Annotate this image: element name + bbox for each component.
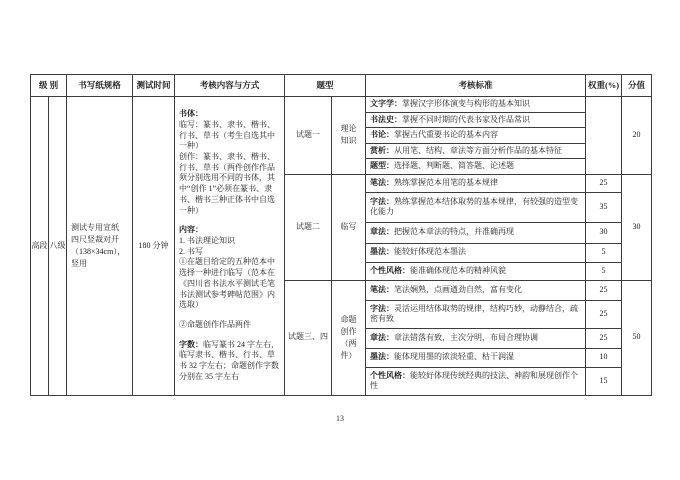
paper-spec-line: 竖用 [71, 258, 88, 268]
standard-text: 把握范本章法的特点，并准确再现 [394, 227, 515, 237]
score-cell-2: 30 [622, 174, 652, 280]
header-weight: 权重(%) [586, 75, 622, 97]
content-chuangzuo: 创作：篆书、隶书、楷书、行书、草书（两件创作作品须分别选用不同的书体，其中“创作 1”必须在篆书、隶书、楷书三种正体书中自选一种） [179, 151, 276, 215]
header-score: 分值 [622, 75, 652, 97]
standard-text: 能体现用墨的浓淡轻重、枯干润湿 [394, 352, 515, 362]
weight-cell: 25 [586, 328, 622, 348]
standard-cell [366, 243, 586, 262]
weight-cell: 5 [586, 262, 622, 280]
question-category-3: 命题创作（两件） [332, 280, 366, 395]
paper-spec-line: 测试专用宣纸 [71, 222, 120, 232]
header-paper: 书写纸规格 [67, 75, 133, 97]
weight-cell: 10 [586, 348, 622, 367]
standard-text: 能较好体现传统经典的技法、神韵和展现创作个性 [370, 370, 579, 391]
weight-cell: 25 [586, 174, 622, 192]
standard-label: 笔法： [370, 177, 395, 187]
standard-text: 掌握古代重要书论的基本内容 [394, 130, 499, 140]
standard-cell [366, 159, 586, 175]
standard-label: 书法史： [370, 114, 403, 124]
standard-text: 章法错落有致，主次分明，布局合理协调 [394, 332, 539, 342]
paper-spec [67, 97, 133, 396]
standard-text: 笔法娴熟，点画遒劲自然，富有变化 [394, 284, 523, 294]
weight-cell: 25 [586, 280, 622, 300]
standard-text: 掌握不同时期的代表书家及作品常识 [402, 114, 531, 124]
standard-label: 章法： [370, 227, 395, 237]
standard-text: 掌握汉字形体演变与构形的基本知识 [402, 99, 531, 108]
content-item1: 1. 书法理论知识 [179, 236, 236, 245]
standard-label: 字法： [370, 196, 395, 206]
page-number: 13 [336, 414, 344, 423]
standard-cell [366, 280, 586, 300]
calligraphy-grading-table [30, 74, 652, 396]
standard-text: 能准确体现范本的精神风貌 [410, 265, 507, 275]
standard-cell [366, 143, 586, 159]
content-linxie: 临写：篆书、隶书、楷书、行书、草书（考生自选其中一种） [179, 119, 276, 151]
question-label-1: 试题一 [285, 97, 332, 175]
standard-cell [366, 128, 586, 144]
standard-label: 笔法： [370, 284, 395, 294]
paper-spec-line: 四尺竖裁对开 [71, 234, 120, 244]
header-level: 级 别 [31, 75, 67, 97]
score-cell-1: 20 [622, 97, 652, 175]
header-question-type: 题型 [285, 75, 366, 97]
paper-spec-line: （138×34cm）， [71, 246, 126, 256]
standard-cell [366, 367, 586, 395]
standard-label: 墨法： [370, 247, 395, 257]
standard-text: 能较好体现范本墨法 [394, 247, 467, 257]
zishu-text: 临写篆书 24 字左右，临写隶书、楷书、行书、草书 32 字左右；命题创作字数分别在 35 字左右 [179, 339, 280, 381]
test-time: 180 分钟 [133, 97, 175, 396]
level-stage: 高段 [31, 97, 49, 396]
content-font-heading: 书体： [179, 109, 204, 119]
standard-label: 个性风格： [370, 265, 411, 275]
spacer [179, 216, 280, 225]
weight-cell: 25 [586, 300, 622, 328]
spacer [179, 311, 280, 320]
standard-text: 灵活运用结体取势的规律，结构巧妙，动静结合，疏密有致 [370, 303, 579, 324]
content-item2: 2. 书写 [179, 246, 204, 256]
standard-label: 个性风格： [370, 370, 411, 380]
standard-label: 题型： [370, 161, 395, 171]
question-label-3: 试题三、四 [285, 280, 332, 395]
standard-label: 赏析： [370, 145, 395, 155]
header-time: 测试时间 [133, 75, 175, 97]
header-row [31, 75, 652, 97]
standard-text: 选择题、判断题、简答题、论述题 [394, 161, 515, 171]
standard-cell [366, 174, 586, 192]
question-category-2: 临写 [332, 174, 366, 280]
standard-cell [366, 192, 586, 222]
content-zishu [179, 340, 280, 383]
spacer [179, 331, 280, 340]
header-content: 考核内容与方式 [175, 75, 285, 97]
header-standard: 考核标准 [366, 75, 586, 97]
level-grade: 八级 [49, 97, 67, 396]
weight-cell [586, 97, 622, 175]
score-cell-3: 50 [622, 280, 652, 395]
standard-text: 从用笔、结构、章法等方面分析作品的基本特征 [394, 145, 563, 155]
zishu-label: 字数： [179, 339, 204, 349]
standard-label: 字法： [370, 303, 395, 313]
standard-cell [366, 328, 586, 348]
question-label-2: 试题二 [285, 174, 332, 280]
standard-text: 熟练掌握范本用笔的基本规律 [394, 177, 499, 187]
standard-text: 熟练掌握范本结体取势的基本规律，有较强的造型变化能力 [370, 196, 579, 217]
weight-cell: 5 [586, 243, 622, 262]
content-heading: 内容： [179, 225, 204, 235]
standard-label: 墨法： [370, 352, 395, 362]
standard-cell [366, 97, 586, 113]
standard-cell [366, 222, 586, 243]
weight-cell: 35 [586, 192, 622, 222]
assessment-content-cell [175, 97, 285, 396]
standard-cell [366, 300, 586, 328]
table-row [31, 97, 652, 113]
standard-cell [366, 348, 586, 367]
standard-cell [366, 112, 586, 128]
standard-label: 书论： [370, 130, 395, 140]
content-item2b: ②命题创作作品两件 [179, 320, 252, 330]
standard-label: 章法： [370, 332, 395, 342]
weight-cell: 30 [586, 222, 622, 243]
standard-cell [366, 262, 586, 280]
content-item2a: ①在题目给定的五种范本中选择一种进行临写（范本在《四川省书法水平测试毛笔书法测试参考碑帖范围》内选取） [179, 257, 276, 310]
weight-cell: 15 [586, 367, 622, 395]
standard-label: 文字学： [370, 99, 403, 108]
question-category-1: 理论知识 [332, 97, 366, 175]
